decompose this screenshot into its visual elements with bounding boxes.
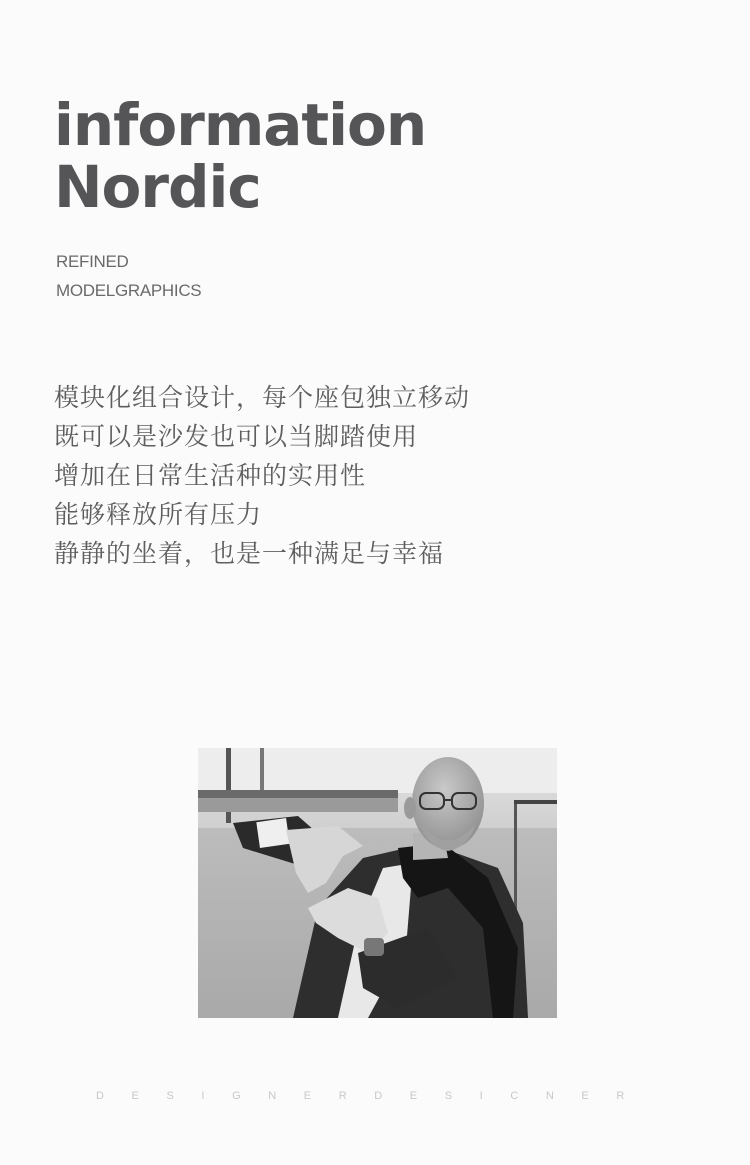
tagline-line-2: MODELGRAPHICS — [56, 281, 202, 300]
tagline — [56, 247, 201, 305]
designer-photo — [198, 748, 557, 1018]
description-line-4: 能够释放所有压力 — [54, 500, 263, 529]
title-line-1: information — [54, 91, 427, 159]
description-line-5: 静静的坐着，也是一种满足与幸福 — [54, 539, 445, 568]
hero-title — [54, 91, 427, 221]
title-line-2: Nordic — [54, 153, 261, 221]
tagline-line-1: REFINED — [56, 252, 129, 271]
description-line-2: 既可以是沙发也可以当脚踏使用 — [54, 422, 419, 451]
description-line-1: 模块化组合设计，每个座包独立移动 — [54, 383, 471, 412]
footer-designer-text: DESIGNERDESICNER — [96, 1090, 652, 1102]
description-line-3: 增加在日常生活种的实用性 — [54, 461, 367, 490]
product-description — [54, 378, 470, 573]
